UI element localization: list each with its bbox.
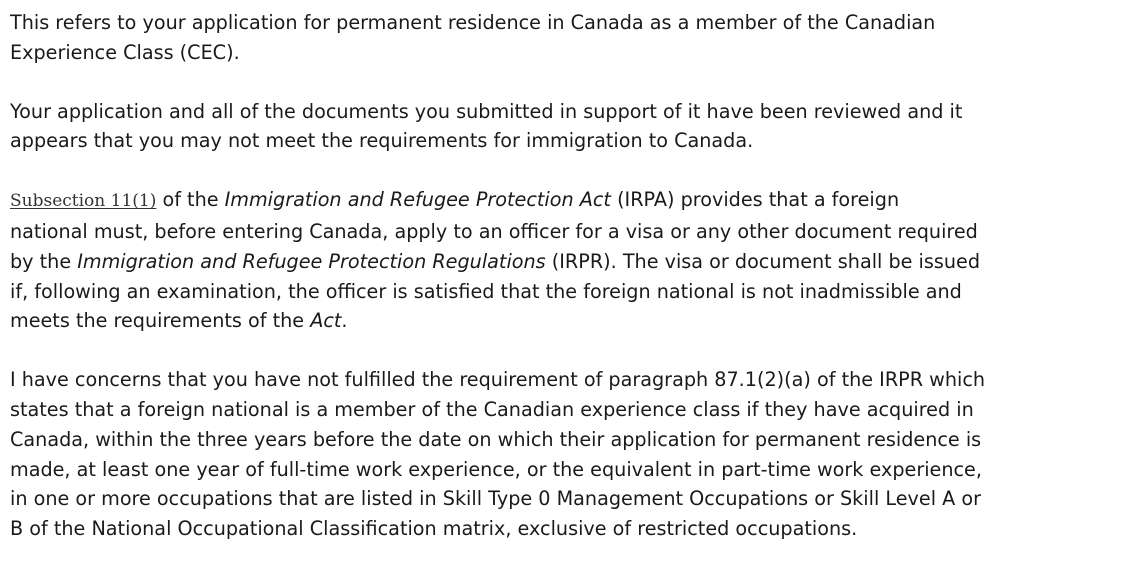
text-line	[10, 185, 1120, 217]
regulations-title: Immigration and Refugee Protection Regulations	[77, 249, 546, 273]
text-fragment: (IRPA) provides that a foreign	[610, 188, 900, 212]
paragraph-irpa-subsection	[10, 185, 1120, 336]
act-reference: Act	[310, 309, 342, 333]
paragraph-cec-concerns	[10, 365, 1120, 544]
text-line: This refers to your application for permanent residence in Canada as a member of the Canadian	[10, 11, 936, 34]
text-fragment: by the	[10, 249, 78, 273]
subsection-11-1-link[interactable]: Subsection 11(1)	[10, 191, 157, 212]
text-fragment: (IRPR). The visa or document shall be issued	[545, 249, 981, 273]
text-line: Your application and all of the documents you submitted in support of it have been reviewed and it	[10, 99, 963, 123]
text-line: in one or more occupations that are listed in Skill Type 0 Management Occupations or Skill Level A or	[10, 487, 981, 511]
act-title: Immigration and Refugee Protection Act	[224, 188, 611, 212]
text-line: states that a foreign national is a member of the Canadian experience class if they have acquired in	[10, 397, 974, 421]
text-line: I have concerns that you have not fulfilled the requirement of paragraph 87.1(2)(a) of the IRPR which	[10, 368, 986, 392]
paragraph-review-notice	[10, 97, 1120, 157]
text-line: appears that you may not meet the requirements for immigration to Canada.	[10, 129, 754, 153]
text-line	[10, 306, 1120, 336]
text-line: national must, before entering Canada, apply to an officer for a visa or any other document required	[10, 219, 978, 243]
text-fragment: .	[341, 309, 348, 333]
paragraph-application-reference	[10, 8, 1120, 68]
text-line: B of the National Occupational Classification matrix, exclusive of restricted occupations.	[10, 517, 858, 541]
text-line: if, following an examination, the officer is satisfied that the foreign national is not inadmissible and	[10, 279, 962, 303]
text-line: Experience Class (CEC).	[10, 40, 240, 64]
document-body	[10, 8, 1120, 573]
text-fragment: of the	[156, 188, 225, 212]
text-line	[10, 247, 1120, 277]
text-fragment: meets the requirements of the	[10, 309, 311, 333]
text-line: made, at least one year of full-time work experience, or the equivalent in part-time work experience,	[10, 457, 982, 481]
text-line: Canada, within the three years before the date on which their application for permanent residence is	[10, 427, 982, 451]
